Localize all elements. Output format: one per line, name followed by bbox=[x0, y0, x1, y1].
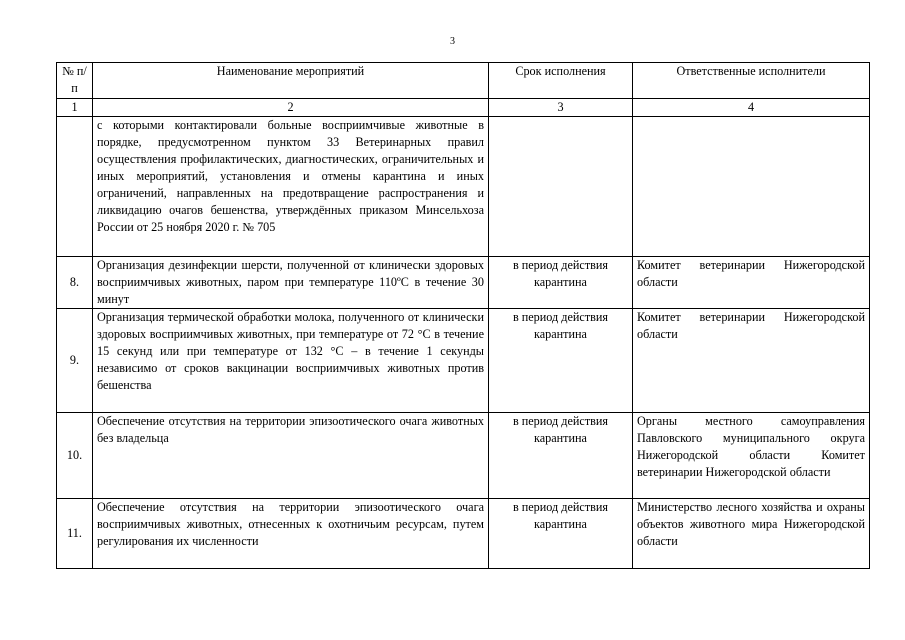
measures-table bbox=[56, 62, 870, 569]
row-num: 8. bbox=[57, 257, 93, 309]
table-row bbox=[57, 117, 870, 257]
header-responsible: Ответственные исполнители bbox=[633, 63, 870, 99]
row-num bbox=[57, 117, 93, 257]
row-responsible: Органы местного самоуправления Павловского муниципального округа Нижегородской области Комитет ветеринарии Нижегородской области bbox=[633, 413, 870, 499]
table-header-row bbox=[57, 63, 870, 99]
row-responsible: Министерство лесного хозяйства и охраны объектов животного мира Нижегородской области bbox=[633, 499, 870, 569]
row-name: Обеспечение отсутствия на территории эпизоотического очага животных без владельца bbox=[93, 413, 489, 499]
column-index: 2 bbox=[93, 99, 489, 117]
row-num: 9. bbox=[57, 309, 93, 413]
row-deadline: в период действия карантина bbox=[489, 257, 633, 309]
column-index-row bbox=[57, 99, 870, 117]
page-number: 3 bbox=[450, 36, 455, 47]
row-deadline bbox=[489, 117, 633, 257]
row-name: Обеспечение отсутствия на территории эпизоотического очага восприимчивых животных, отнесенных к охотничьим ресурсам, путем регулирования их численности bbox=[93, 499, 489, 569]
header-num: № п/п bbox=[57, 63, 93, 99]
row-name: Организация термической обработки молока, полученного от клинически здоровых восприимчивых животных, при температуре от 72 °С в течение 15 секунд или при температуре от 132 °С – в течение 1 секунды независимо от сроков вакцинации восприимчивых животных против бешенства bbox=[93, 309, 489, 413]
row-responsible bbox=[633, 117, 870, 257]
header-deadline: Срок исполнения bbox=[489, 63, 633, 99]
row-responsible: Комитет ветеринарии Нижегородской области bbox=[633, 257, 870, 309]
table-row bbox=[57, 413, 870, 499]
row-name: Организация дезинфекции шерсти, полученной от клинически здоровых восприимчивых животных, паром при температуре 110ºC в течение 30 минут bbox=[93, 257, 489, 309]
row-responsible: Комитет ветеринарии Нижегородской области bbox=[633, 309, 870, 413]
row-num: 11. bbox=[57, 499, 93, 569]
column-index: 3 bbox=[489, 99, 633, 117]
table-row bbox=[57, 499, 870, 569]
table-row bbox=[57, 257, 870, 309]
row-deadline: в период действия карантина bbox=[489, 499, 633, 569]
row-deadline: в период действия карантина bbox=[489, 309, 633, 413]
row-deadline: в период действия карантина bbox=[489, 413, 633, 499]
table-row bbox=[57, 309, 870, 413]
header-name: Наименование мероприятий bbox=[93, 63, 489, 99]
row-name: с которыми контактировали больные восприимчивые животные в порядке, предусмотренном пунктом 33 Ветеринарных правил осуществления профилактических, диагностических, ограничительных и иных мероприятий, установления и отмены карантина и иных ограничений, направленных на предотвращение распространения и ликвидацию очагов бешенства, утверждённых приказом Минсельхоза России от 25 ноября 2020 г. № 705 bbox=[93, 117, 489, 257]
row-num: 10. bbox=[57, 413, 93, 499]
column-index: 1 bbox=[57, 99, 93, 117]
column-index: 4 bbox=[633, 99, 870, 117]
